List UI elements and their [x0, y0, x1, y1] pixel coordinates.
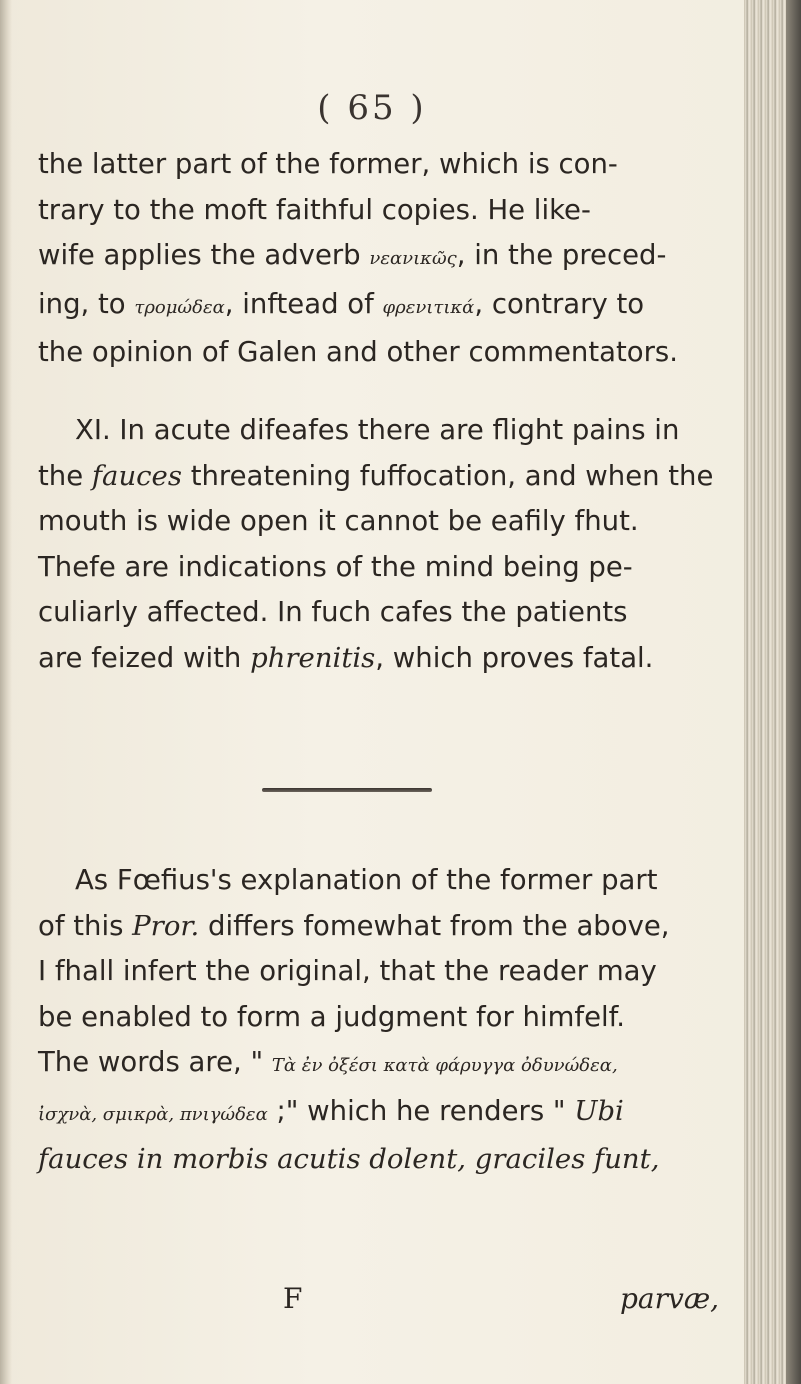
- text-line: the fauces threatening fuffocation, and when the: [38, 459, 714, 492]
- text-line: of this Pror. differs fomewhat from the above,: [38, 909, 670, 942]
- paragraph-1: [38, 142, 728, 376]
- greek-word: τρομώδεα: [134, 296, 225, 318]
- book-spine-shadow: [786, 0, 801, 1384]
- text-line: trary to the moft faithful copies. He like-: [38, 193, 591, 226]
- text-line: The words are, " Τὰ ἐν ὀξέσι κατὰ φάρυγγα ὀδυνώδεα,: [38, 1046, 618, 1078]
- text-line: Thefe are indications of the mind being pe-: [38, 550, 633, 583]
- text-line: the latter part of the former, which is con-: [38, 148, 618, 180]
- text-line: ἰσχνὰ, σμικρὰ, πνιγώδεα ;" which he renders " Ubi: [38, 1094, 624, 1127]
- text-line: As Fœfius's explanation of the former part: [75, 864, 658, 896]
- italic-term: Ubi: [574, 1094, 624, 1127]
- text-line: I fhall infert the original, that the reader may: [38, 955, 657, 987]
- text-line: culiarly affected. In fuch cafes the patients: [38, 596, 628, 628]
- paragraph-3: [38, 858, 728, 1183]
- page-left-edge: [0, 0, 12, 1384]
- italic-term: phrenitis: [250, 641, 376, 674]
- text-line: mouth is wide open it cannot be eafily fhut.: [38, 505, 639, 537]
- text-line: are feized with phrenitis, which proves fatal.: [38, 641, 654, 674]
- greek-quote: Τὰ ἐν ὀξέσι κατὰ φάρυγγα ὀδυνώδεα,: [271, 1055, 618, 1076]
- text-line: the opinion of Galen and other commentators.: [38, 336, 678, 368]
- text-line: ing, to τρομώδεα, inftead of φρενιτικά, contrary to: [38, 287, 645, 320]
- paragraph-2: [38, 408, 728, 681]
- section-divider: [262, 788, 432, 792]
- greek-word: νεανικῶς: [369, 248, 457, 269]
- text-line: XI. In acute difeafes there are flight pains in: [75, 414, 680, 446]
- greek-quote: ἰσχνὰ, σμικρὰ, πνιγώδεα: [38, 1103, 268, 1125]
- greek-word: φρενιτικά: [382, 296, 475, 318]
- signature-mark: F: [283, 1282, 303, 1315]
- page-number: ( 65 ): [317, 88, 427, 128]
- italic-term: fauces: [91, 459, 182, 492]
- text-line: fauces in morbis acutis dolent, graciles funt,: [38, 1143, 660, 1175]
- catchword: parvæ,: [620, 1282, 720, 1315]
- text-line: wife applies the adverb νεανικῶς, in the preced-: [38, 239, 667, 271]
- italic-term: Pror.: [132, 909, 200, 942]
- text-line: be enabled to form a judgment for himfelf.: [38, 1000, 626, 1033]
